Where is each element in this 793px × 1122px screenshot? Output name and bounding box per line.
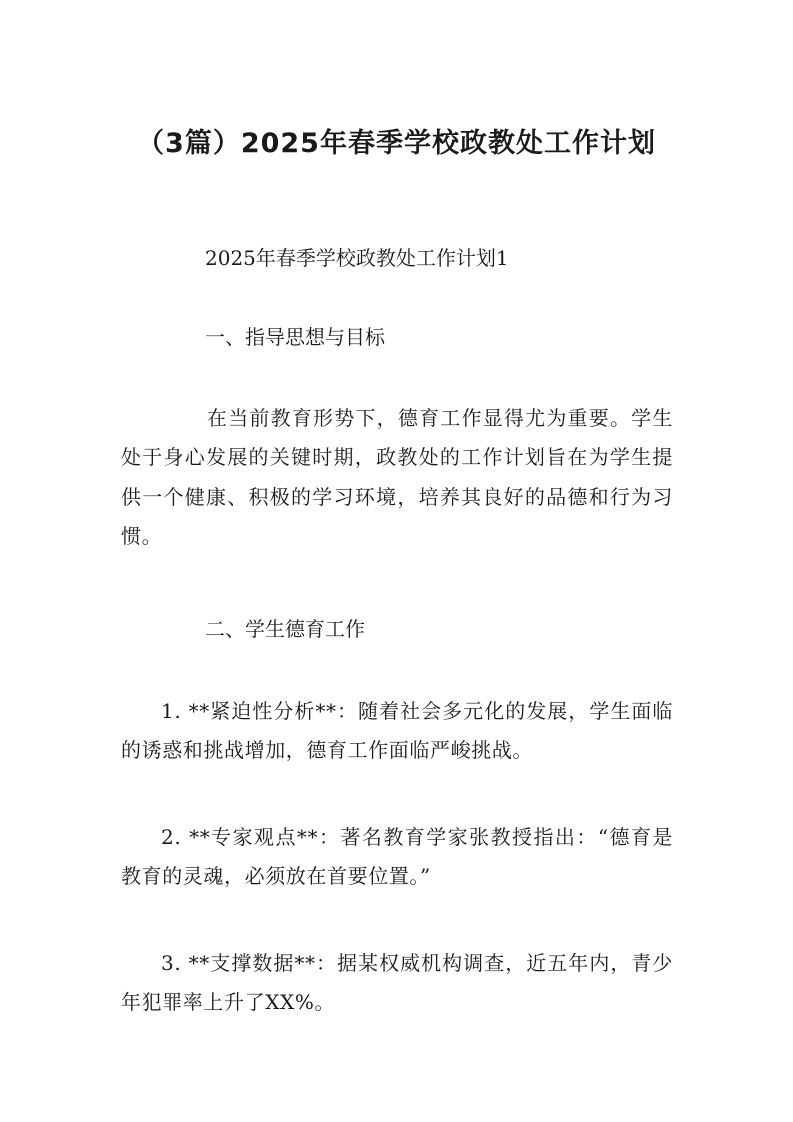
document-title: （3篇）2025年春季学校政教处工作计划: [137, 128, 656, 159]
list-item-2: 2. **专家观点**：著名教育学家张教授指出：“德育是教育的灵魂，必须放在首要位置。”: [121, 825, 673, 889]
section-2-heading: 二、学生德育工作: [205, 617, 365, 641]
list-item-1: 1. **紧迫性分析**：随着社会多元化的发展，学生面临的诱惑和挑战增加，德育工作面临严峻挑战。: [121, 699, 673, 763]
list-item-3: 3. **支撑数据**：据某权威机构调查，近五年内，青少年犯罪率上升了XX%。: [121, 951, 673, 1015]
plan-subtitle: 2025年春季学校政教处工作计划1: [205, 246, 509, 270]
section-1-paragraph: 在当前教育形势下，德育工作显得尤为重要。学生处于身心发展的关键时期，政教处的工作计划旨在为学生提供一个健康、积极的学习环境，培养其良好的品德和行为习惯。: [121, 406, 673, 548]
section-1-heading: 一、指导思想与目标: [205, 325, 385, 349]
